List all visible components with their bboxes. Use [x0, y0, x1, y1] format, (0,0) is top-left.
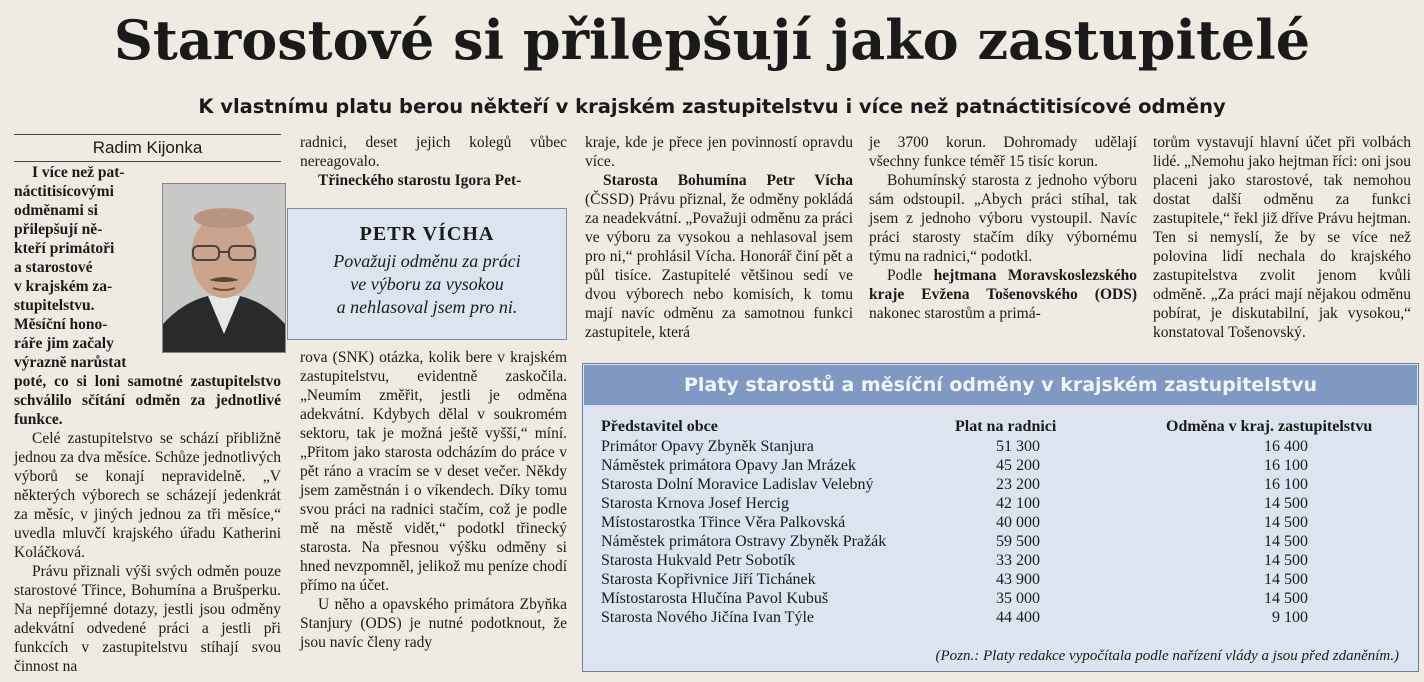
pull-quote-line: a nehlasoval jsem pro ni. — [336, 297, 518, 317]
table-cell-name: Místostarosta Hlučína Pavol Kubuš — [601, 590, 829, 607]
table-header-name: Představitel obce — [601, 418, 718, 435]
lead-line: ráře jim začaly — [14, 335, 114, 352]
paragraph-bold: Třineckého starostu Igora Pet- — [318, 172, 522, 189]
subheadline: K vlastnímu platu berou někteří v krajském zastupitelstvu i více než patnáctitisícové odměny — [198, 95, 1226, 118]
headline: Starostové si přilepšují jako zastupitelé — [113, 8, 1311, 72]
column-4 — [869, 133, 1137, 323]
lead-line: výrazně narůstat — [14, 354, 127, 371]
bold-lead: Starosta Bohumína Petr Vícha — [603, 172, 853, 189]
paragraph: rova (SNK) otázka, kolik bere v krajském zastupitelstvu, evidentně zaskočila. „Neumím změřit, jestli je odměna adekvátní. Kdybych dělal v soukromém sektoru, tak je možná ještě vyšší,“ míní. „Přitom jako starosta odcházím do práce v pět ráno a vracím se v deset večer. Někdy jsem zaměstnán i o víkendech. Díky tomu svou práci na radnici stačím, což je podle mě na městě vidět,“ podotkl třinecký starosta. Na přesnou výšku odměny si hned nevzpomněl, jelikož mu peníze chodí přímo na účet. — [300, 349, 567, 594]
lead-wide: poté, co si loni samotné zastupitelstvo schválilo sčítání odměn za jednotlivé funkce. — [14, 373, 281, 428]
table-cell-reward: 14 500 — [1264, 514, 1308, 531]
table-cell-reward: 14 500 — [1264, 533, 1308, 550]
table-cell-reward: 14 500 — [1264, 552, 1308, 569]
lead-line: I více než pat- — [32, 164, 125, 181]
paragraph-text: Podle — [887, 267, 934, 284]
table-cell-name: Starosta Hukvald Petr Sobotík — [601, 552, 796, 569]
paragraph: je 3700 korun. Dohromady udělají všechny funkce téměř 15 tisíc korun. — [869, 134, 1137, 170]
table-cell-reward: 14 500 — [1264, 590, 1308, 607]
column-3 — [585, 133, 853, 342]
column-2-top — [300, 133, 567, 190]
paragraph-text: nakonec starostům a primá- — [869, 305, 1041, 322]
pull-quote — [287, 208, 567, 340]
table-cell-salary: 40 000 — [996, 514, 1040, 531]
paragraph: torům vystavují hlavní účet při volbách lidé. „Nemohu jako hejtman říci: oni jsou placeni jako starostové, tak nemohou dostat další odměnu za funkci zastupitele,“ řekl již dříve Právu hejtman. Ten si nemyslí, že by se více než polovina lidí nechala do krajského zastupitelstva zvolit jenom kvůli odměně. „Za práci mají nějakou odměnu pobírat, je diskutabilní, jak vysokou,“ konstatoval Tošenovský. — [1153, 134, 1411, 341]
table-cell-reward: 14 500 — [1264, 571, 1308, 588]
paragraph: Celé zastupitelstvo se schází přibližně jednou za dva měsíce. Schůze jednotlivých výborů se konají nepravidelně. „V některých výborech se scházejí jedenkrát za měsíc, v jiných jednou za tři měsíce,“ uvedla mluvčí krajského úřadu Katherini Koláčková. — [14, 430, 281, 561]
paragraph: U něho a opavského primátora Zbyňka Stanjury (ODS) je nutné podotknout, že jsou navíc členy rady — [300, 596, 567, 651]
table-cell-name: Náměstek primátora Opavy Jan Mrázek — [601, 457, 857, 474]
portrait-photo — [162, 183, 286, 353]
lead-line: přilepšují ně- — [14, 221, 103, 238]
table-cell-salary: 23 200 — [996, 476, 1040, 493]
paragraph — [869, 266, 1137, 323]
pull-quote-name: PETR VÍCHA — [359, 223, 495, 245]
salary-table-title: Platy starostů a měsíční odměny v krajském zastupitelstvu — [584, 365, 1417, 405]
paragraph: Právu přiznali výši svých odměn pouze starostové Třince, Bohumína a Brušperku. Na nepříjemné dotazy, jestli jsou odměny adekvátní odvedené práci a jestli při funkcích v zastupitelstvu stíhají svou činnost na — [14, 563, 281, 675]
paragraph: radnici, deset jejich kolegů vůbec nereagovalo. — [300, 134, 567, 170]
lead-line: náctitisícovými — [14, 183, 114, 200]
table-cell-salary: 59 500 — [996, 533, 1040, 550]
lead-line: Měsíční hono- — [14, 316, 108, 333]
table-cell-salary: 33 200 — [996, 552, 1040, 569]
bold-lead: hejtmana Moravskoslezského kraje Evžena Tošenovského (ODS) — [869, 267, 1137, 303]
table-cell-name: Starosta Dolní Moravice Ladislav Velebný — [601, 476, 874, 493]
table-cell-salary: 44 400 — [996, 609, 1040, 626]
table-cell-salary: 35 000 — [996, 590, 1040, 607]
paragraph — [585, 171, 853, 342]
table-cell-name: Místostarostka Třince Věra Palkovská — [601, 514, 846, 531]
table-cell-reward: 16 100 — [1264, 476, 1308, 493]
table-cell-reward: 9 100 — [1272, 609, 1308, 626]
lead-line: stupitelstvu. — [14, 297, 95, 314]
table-cell-name: Starosta Nového Jičína Ivan Týle — [601, 609, 814, 626]
paragraph-text: (ČSSD) Právu přiznal, že odměny pokládá za neadekvátní. „Považuji odměnu za práci ve výboru za vysokou a nehlasoval jsem pro ni,“ prohlásil Vícha. Honorář činí pět a půl tisíce. Zastupitelé většinou sedí ve dvou výborech nebo komisích, k tomu mají navíc odměnu za samotnou funkci zastupitele, která — [585, 191, 853, 341]
lead-narrow — [14, 163, 156, 372]
table-cell-reward: 16 400 — [1264, 438, 1308, 455]
lead-line: odměnami si — [14, 202, 98, 219]
paragraph: Bohumínský starosta z jednoho výboru sám odstoupil. „Abych práci stíhal, tak jsem z jednoho výboru vystoupil. Navíc práci starosty stačím díky výbornému týmu na radnici,“ podotkl. — [869, 172, 1137, 265]
table-cell-salary: 42 100 — [996, 495, 1040, 512]
paragraph: kraje, kde je přece jen povinností opravdu více. — [585, 134, 853, 170]
lead-line: kteří primátoři — [14, 240, 115, 257]
pull-quote-text — [288, 250, 566, 319]
lead-line: a starostové — [14, 259, 93, 276]
table-cell-name: Primátor Opavy Zbyněk Stanjura — [601, 438, 814, 455]
table-header-salary: Plat na radnici — [955, 418, 1057, 435]
byline: Radim Kijonka — [14, 134, 281, 162]
table-cell-name: Starosta Kopřivnice Jiří Tichánek — [601, 571, 816, 588]
table-header-reward: Odměna v kraj. zastupitelstvu — [1166, 418, 1373, 435]
table-cell-salary: 51 300 — [996, 438, 1040, 455]
table-cell-salary: 43 900 — [996, 571, 1040, 588]
table-cell-name: Náměstek primátora Ostravy Zbyněk Pražák — [601, 533, 887, 550]
table-cell-reward: 14 500 — [1264, 495, 1308, 512]
pull-quote-line: Považuji odměnu za práci — [333, 251, 521, 271]
pull-quote-line: ve výboru za vysokou — [350, 274, 504, 294]
column-5 — [1153, 133, 1411, 342]
table-note: (Pozn.: Platy redakce vypočítala podle nařízení vlády a jsou před zdaněním.) — [935, 648, 1399, 664]
table-cell-salary: 45 200 — [996, 457, 1040, 474]
table-cell-name: Starosta Krnova Josef Hercig — [601, 495, 789, 512]
table-cell-reward: 16 100 — [1264, 457, 1308, 474]
column-2-bottom — [300, 348, 567, 652]
portrait-image — [163, 184, 285, 352]
lead-line: v krajském za- — [14, 278, 113, 295]
